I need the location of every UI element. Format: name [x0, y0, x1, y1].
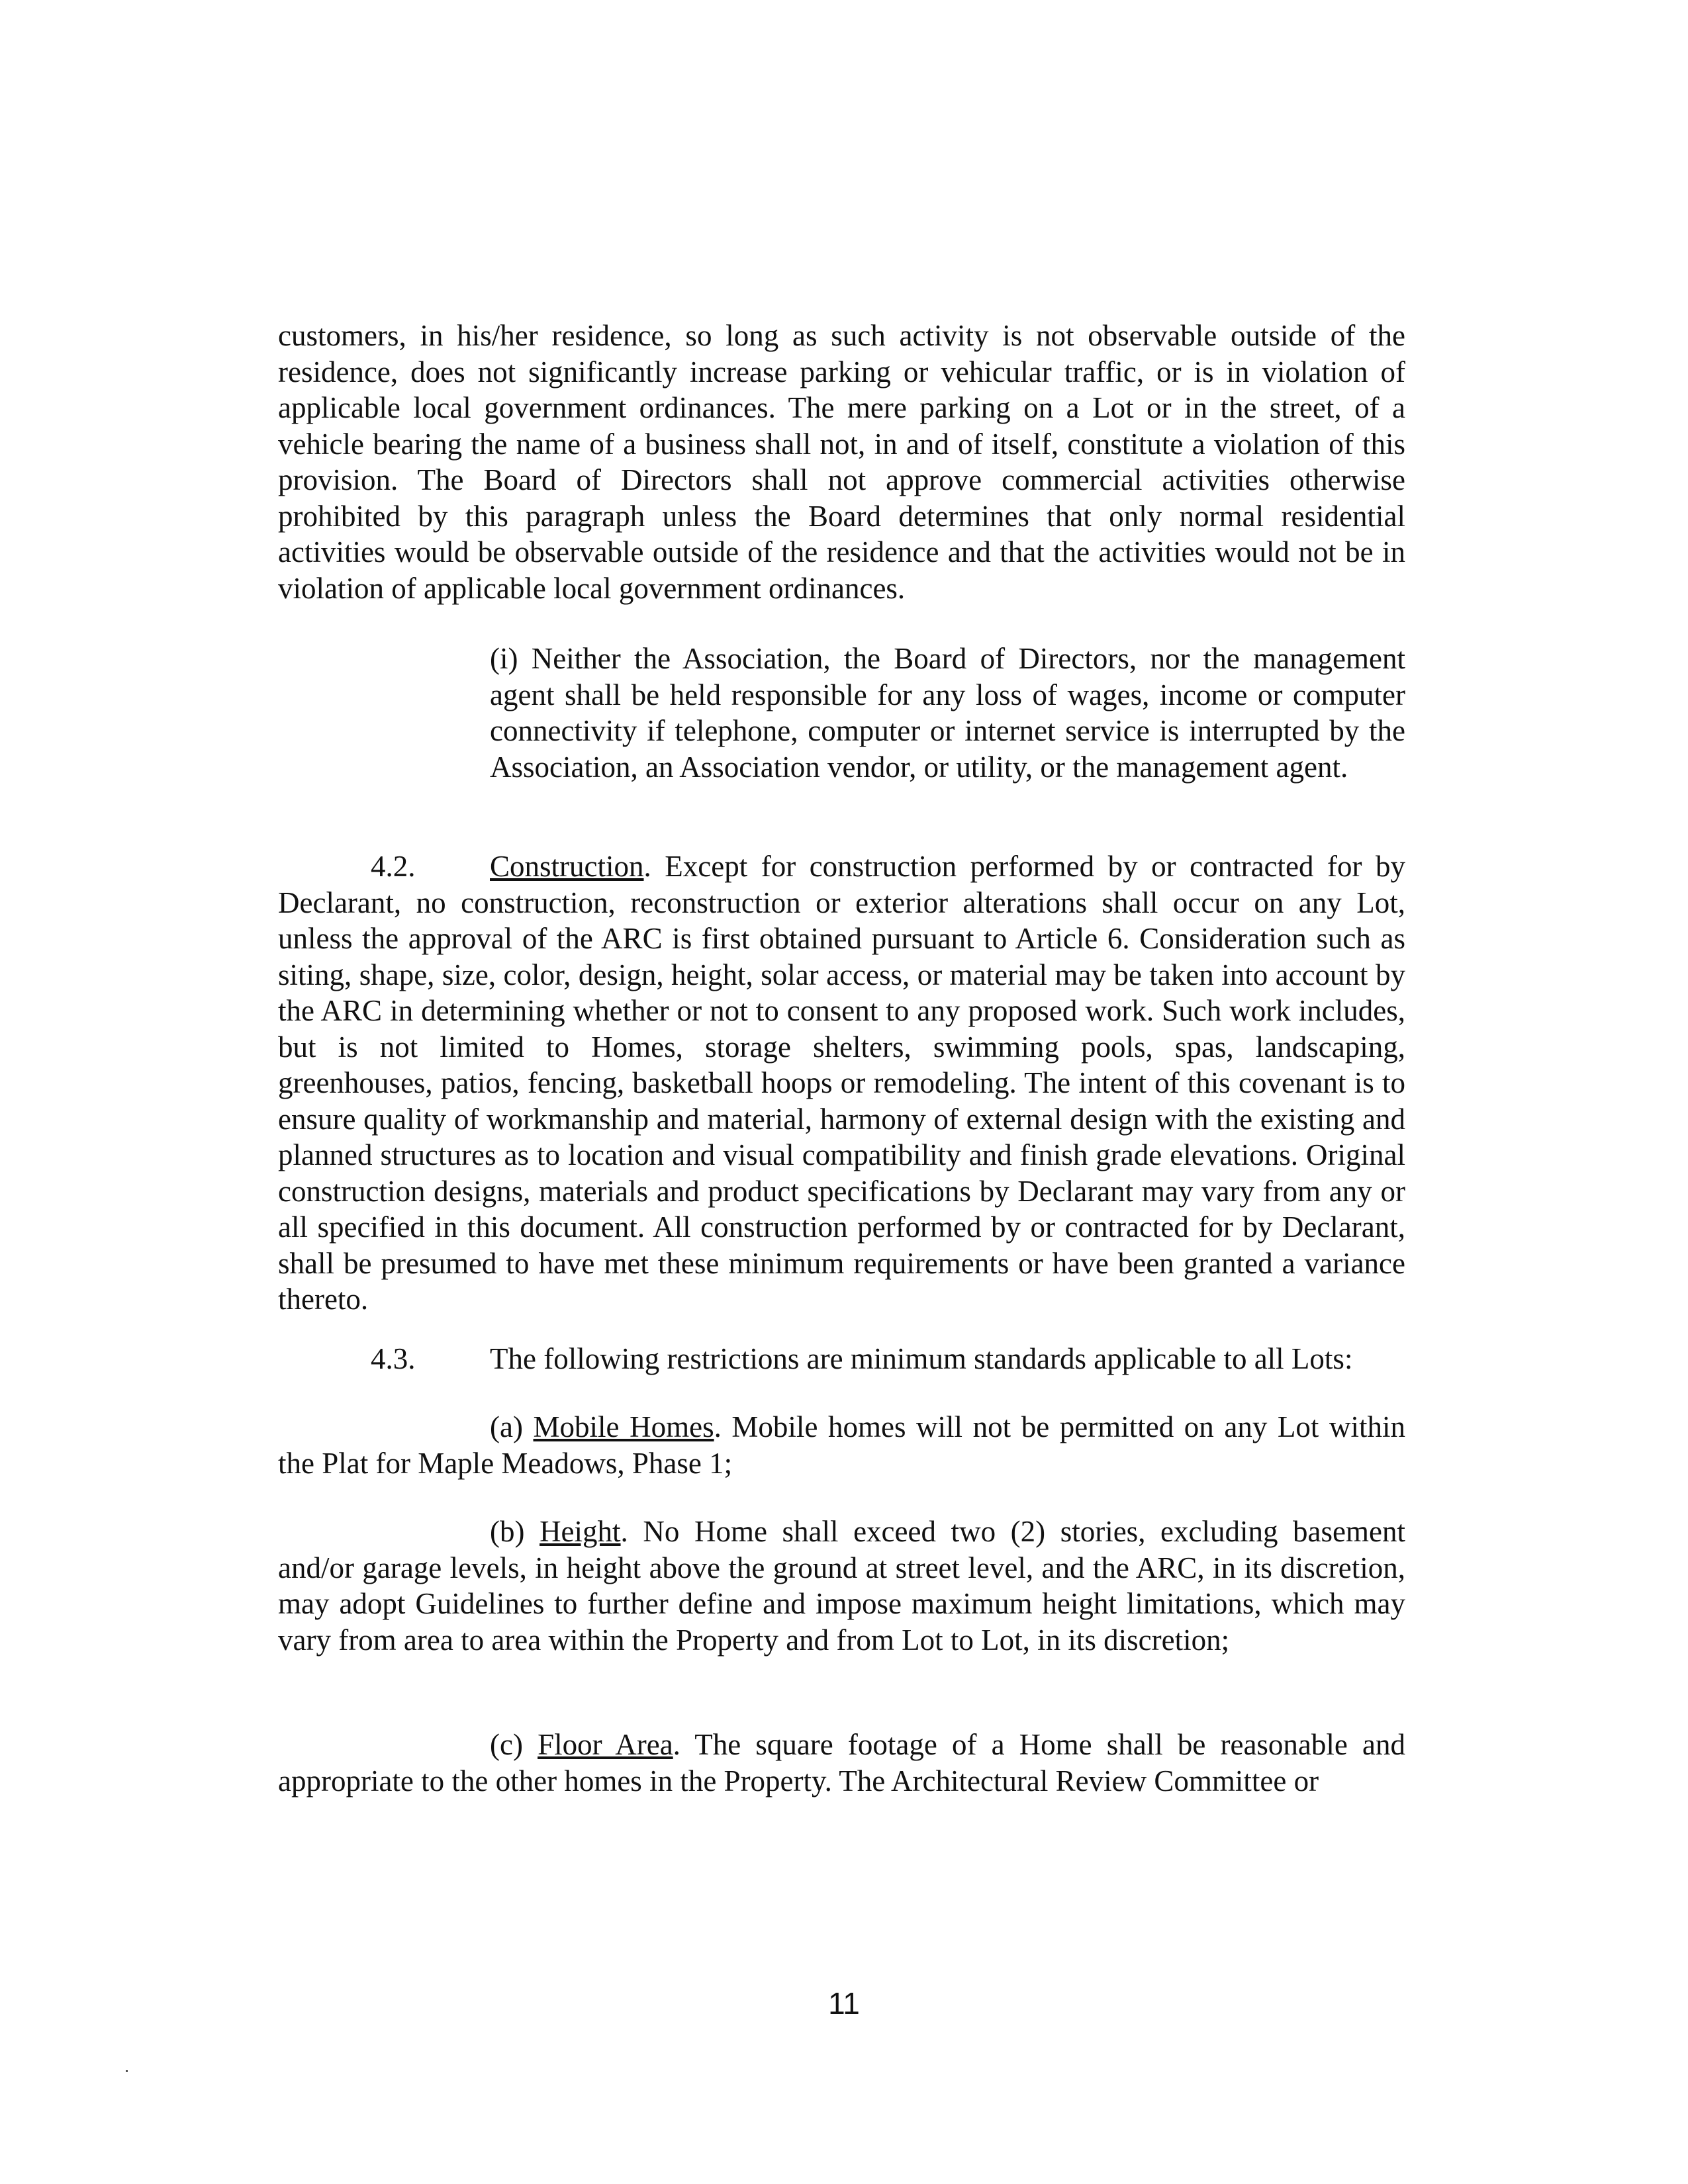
- item-b-heading: Height: [539, 1515, 621, 1548]
- page-number: 11: [828, 1986, 860, 2021]
- section-4-2-body: . Except for construction performed by or contracted for by Declarant, no construction, reconstruction or exterior alterations shall occur on any Lot, unless the approval of the ARC is first obtained pursuant to Article 6. Consideration such as siting, shape, size, color, design, height, solar access, or material may be taken into account by the ARC in determining whether or not to consent to any proposed work. Such work includes, but is not limited to Homes, storage shelters, swimming pools, spas, landscaping, greenhouses, patios, fencing, basketball hoops or remodeling. The intent of this covenant is to ensure quality of workmanship and material, harmony of external design with the existing and planned structures as to location and visual compatibility and finish grade elevations. Original construction designs, materials and product specifications by Declarant may vary from any or all specified in this document. All construction performed by or contracted for by Declarant, shall be presumed to have met these minimum requirements or have been granted a variance thereto.: [278, 850, 1405, 1316]
- section-4-3-body: The following restrictions are minimum standards applicable to all Lots:: [490, 1342, 1353, 1375]
- section-4-3-number: 4.3.: [371, 1342, 416, 1375]
- item-a-label: (a): [490, 1410, 534, 1443]
- section-4-2: [278, 848, 1405, 1318]
- item-a-body: . Mobile homes will not be permitted on any Lot within the Plat for Maple Meadows, Phase 1;: [278, 1410, 1405, 1480]
- item-c-heading: Floor Area: [538, 1728, 673, 1761]
- subitem-i: (i) Neither the Association, the Board of Directors, nor the management agent shall be held responsible for any loss of wages, income or computer connectivity if telephone, computer or internet service is interrupted by the Association, an Association vendor, or utility, or the management agent.: [490, 642, 1405, 784]
- section-4-3: [278, 1341, 1405, 1377]
- item-a-heading: Mobile Homes: [533, 1410, 714, 1443]
- item-b: [278, 1514, 1405, 1658]
- paragraph-continuation: customers, in his/her residence, so long as such activity is not observable outside of the residence, does not significantly increase parking or vehicular traffic, or is in violation of applicable local government ordinances. The mere parking on a Lot or in the street, of a vehicle bearing the name of a business shall not, in and of itself, constitute a violation of this provision. The Board of Directors shall not approve commercial activities otherwise prohibited by this paragraph unless the Board determines that only normal residential activities would be observable outside of the residence and that the activities would not be in violation of applicable local government ordinances.: [278, 319, 1405, 605]
- item-c-label: (c): [490, 1728, 538, 1761]
- item-a: [278, 1409, 1405, 1481]
- item-b-label: (b): [490, 1515, 540, 1548]
- section-4-2-number: 4.2.: [371, 850, 416, 883]
- scan-speck: [126, 2070, 128, 2072]
- item-c-body: . The square footage of a Home shall be reasonable and appropriate to the other homes in the Property. The Architectural Review Committee or: [278, 1728, 1405, 1797]
- item-b-body: . No Home shall exceed two (2) stories, excluding basement and/or garage levels, in height above the ground at street level, and the ARC, in its discretion, may adopt Guidelines to further define and impose maximum height limitations, which may vary from area to area within the Property and from Lot to Lot, in its discretion;: [278, 1515, 1405, 1657]
- item-c: [278, 1727, 1405, 1799]
- section-4-2-heading: Construction: [490, 850, 644, 883]
